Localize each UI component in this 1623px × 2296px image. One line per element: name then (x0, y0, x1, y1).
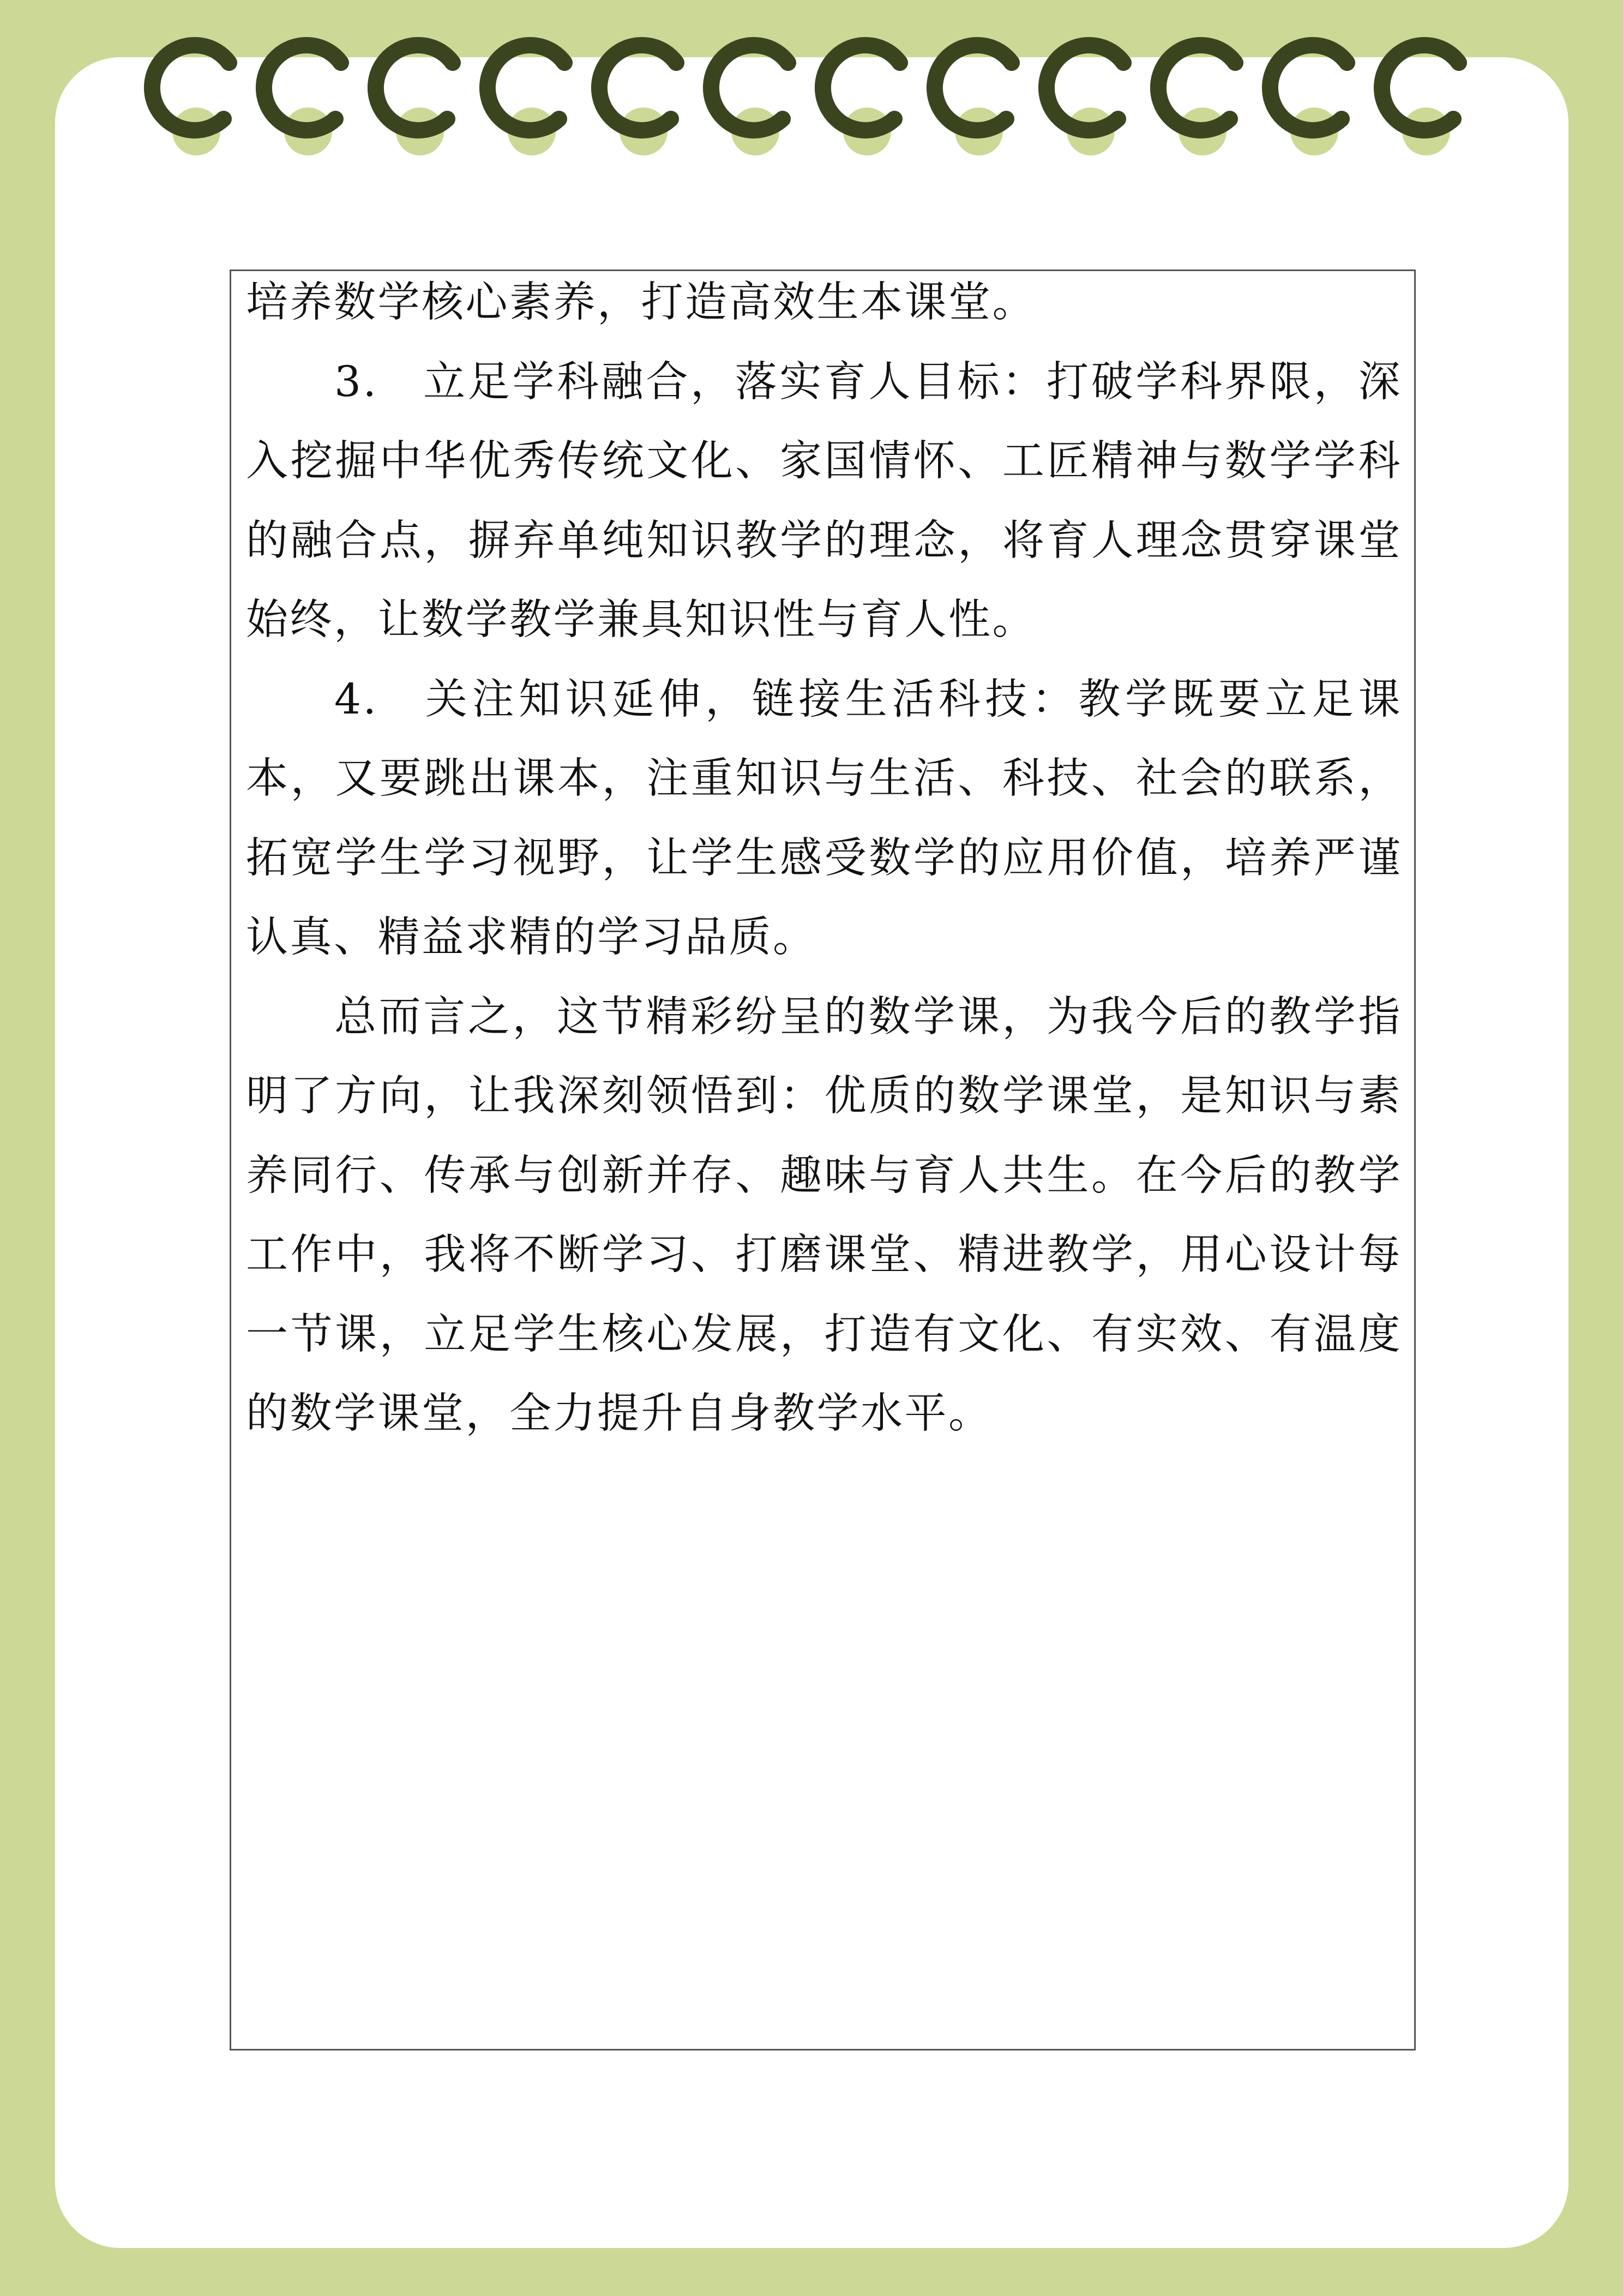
binder-ring (599, 45, 676, 155)
binder-ring (1047, 45, 1123, 155)
binder-ring (823, 45, 900, 155)
paragraph-text: 立足学科融合，落实育人目标：打破学科界限，深入挖掘中华优秀传统文化、家国情怀、工匠精神与数学学科的融合点，摒弃单纯知识教学的理念，将育人理念贯穿课堂始终，让数学教学兼具知识性与育人性。 (246, 357, 1402, 644)
binder-ring (488, 45, 564, 155)
binder-ring (711, 45, 788, 155)
binder-ring (152, 45, 229, 155)
binder-rings (0, 0, 1623, 175)
document-body (246, 263, 1402, 1454)
binder-ring (1270, 45, 1347, 155)
item-number: 4. (334, 675, 378, 724)
paragraph-continuation (246, 263, 1402, 343)
paragraph-item-3 (246, 343, 1402, 660)
paragraph-conclusion (246, 978, 1402, 1454)
binder-ring (1158, 45, 1235, 155)
binder-ring (935, 45, 1012, 155)
paragraph-item-4 (246, 660, 1402, 978)
binder-ring (264, 45, 341, 155)
binder-ring (1382, 45, 1459, 155)
item-number: 3. (334, 357, 378, 406)
paragraph-text: 培养数学核心素养，打造高效生本课堂。 (246, 278, 1036, 327)
paragraph-text: 总而言之，这节精彩纷呈的数学课，为我今后的教学指明了方向，让我深刻领悟到：优质的数学课堂，是知识与素养同行、传承与创新并存、趣味与育人共生。在今后的教学工作中，我将不断学习、打磨课堂、精进教学，用心设计每一节课，立足学生核心发展，打造有文化、有实效、有温度的数学课堂，全力提升自身教学水平。 (246, 992, 1402, 1438)
paragraph-text: 关注知识延伸，链接生活科技：教学既要立足课本，又要跳出课本，注重知识与生活、科技、社会的联系，拓宽学生学习视野，让学生感受数学的应用价值，培养严谨认真、精益求精的学习品质。 (246, 675, 1402, 962)
binder-ring (376, 45, 453, 155)
